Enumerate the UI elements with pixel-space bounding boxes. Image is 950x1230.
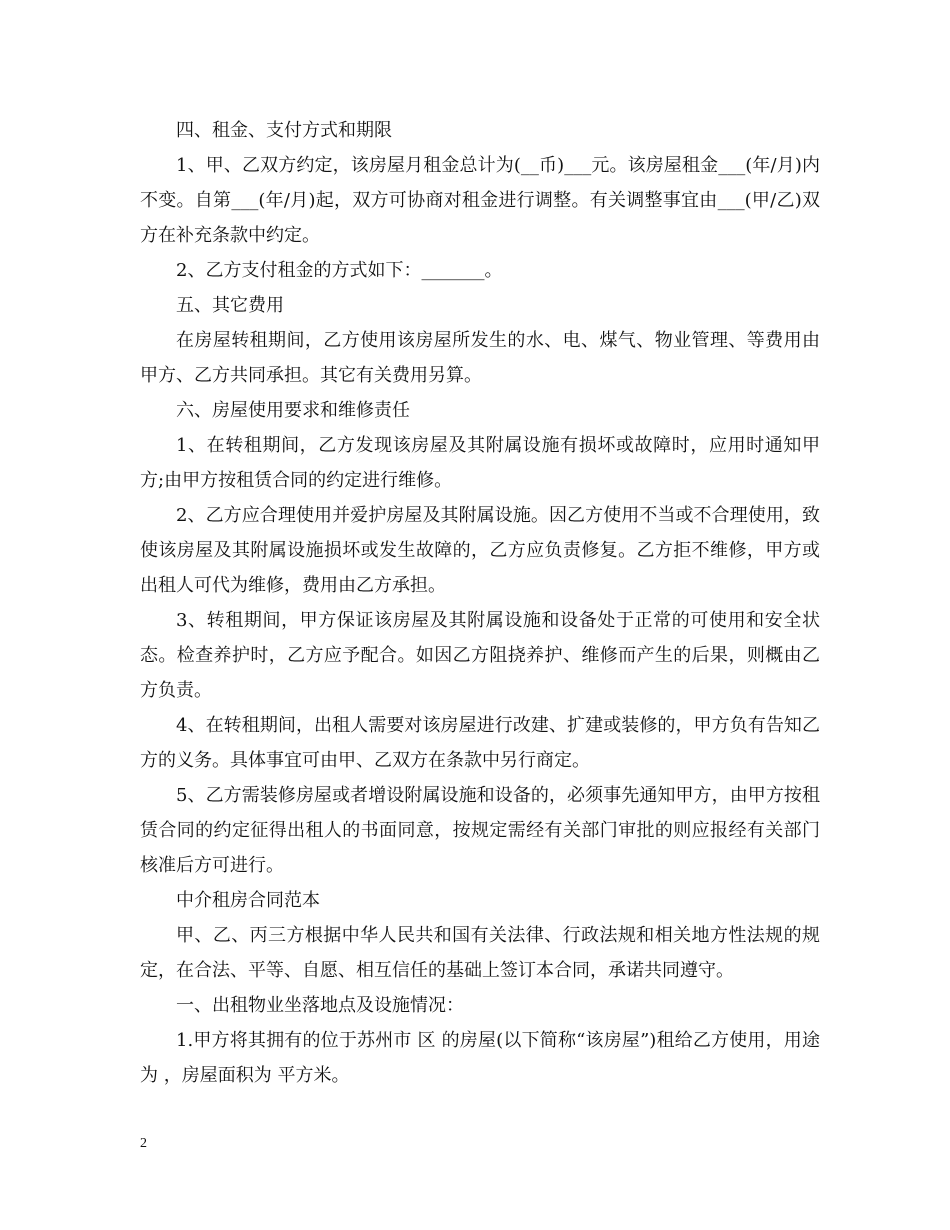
document-title: 中介租房合同范本 xyxy=(176,890,320,911)
document-body xyxy=(140,113,820,1093)
paragraph: 1、甲、乙双方约定，该房屋月租金总计为(__币)___元。该房屋租金___(年/月)内不变。自第___(年/月)起，双方可协商对租金进行调整。有关调整事宜由___(甲/乙)双方在补充条款中约定。 xyxy=(140,155,820,246)
paragraph: 甲、乙、丙三方根据中华人民共和国有关法律、行政法规和相关地方性法规的规定，在合法、平等、自愿、相互信任的基础上签订本合同，承诺共同遵守。 xyxy=(140,925,820,981)
paragraph: 2、乙方支付租金的方式如下：_______。 xyxy=(176,260,503,281)
page-number: 2 xyxy=(140,1136,147,1151)
paragraph: 4、在转租期间，出租人需要对该房屋进行改建、扩建或装修的，甲方负有告知乙方的义务。具体事宜可由甲、乙双方在条款中另行商定。 xyxy=(140,715,820,771)
section-heading: 一、出租物业坐落地点及设施情况： xyxy=(176,995,464,1016)
paragraph: 2、乙方应合理使用并爱护房屋及其附属设施。因乙方使用不当或不合理使用，致使该房屋及其附属设施损坏或发生故障的，乙方应负责修复。乙方拒不维修，甲方或出租人可代为维修，费用由乙方承担。 xyxy=(140,505,820,596)
paragraph: 在房屋转租期间，乙方使用该房屋所发生的水、电、煤气、物业管理、等费用由甲方、乙方共同承担。其它有关费用另算。 xyxy=(140,330,820,386)
paragraph: 3、转租期间，甲方保证该房屋及其附属设施和设备处于正常的可使用和安全状态。检查养护时，乙方应予配合。如因乙方阻挠养护、维修而产生的后果，则概由乙方负责。 xyxy=(140,610,820,701)
section-heading: 五、其它费用 xyxy=(176,295,284,316)
paragraph: 1.甲方将其拥有的位于苏州市 区 的房屋(以下简称“该房屋”)租给乙方使用，用途为 ，房屋面积为 平方米。 xyxy=(140,1030,820,1086)
section-heading: 四、租金、支付方式和期限 xyxy=(176,120,392,141)
section-heading: 六、房屋使用要求和维修责任 xyxy=(176,400,410,421)
paragraph: 1、在转租期间，乙方发现该房屋及其附属设施有损坏或故障时，应用时通知甲方;由甲方按租赁合同的约定进行维修。 xyxy=(140,435,820,491)
paragraph: 5、乙方需装修房屋或者增设附属设施和设备的，必须事先通知甲方，由甲方按租赁合同的约定征得出租人的书面同意，按规定需经有关部门审批的则应报经有关部门核准后方可进行。 xyxy=(140,785,820,876)
